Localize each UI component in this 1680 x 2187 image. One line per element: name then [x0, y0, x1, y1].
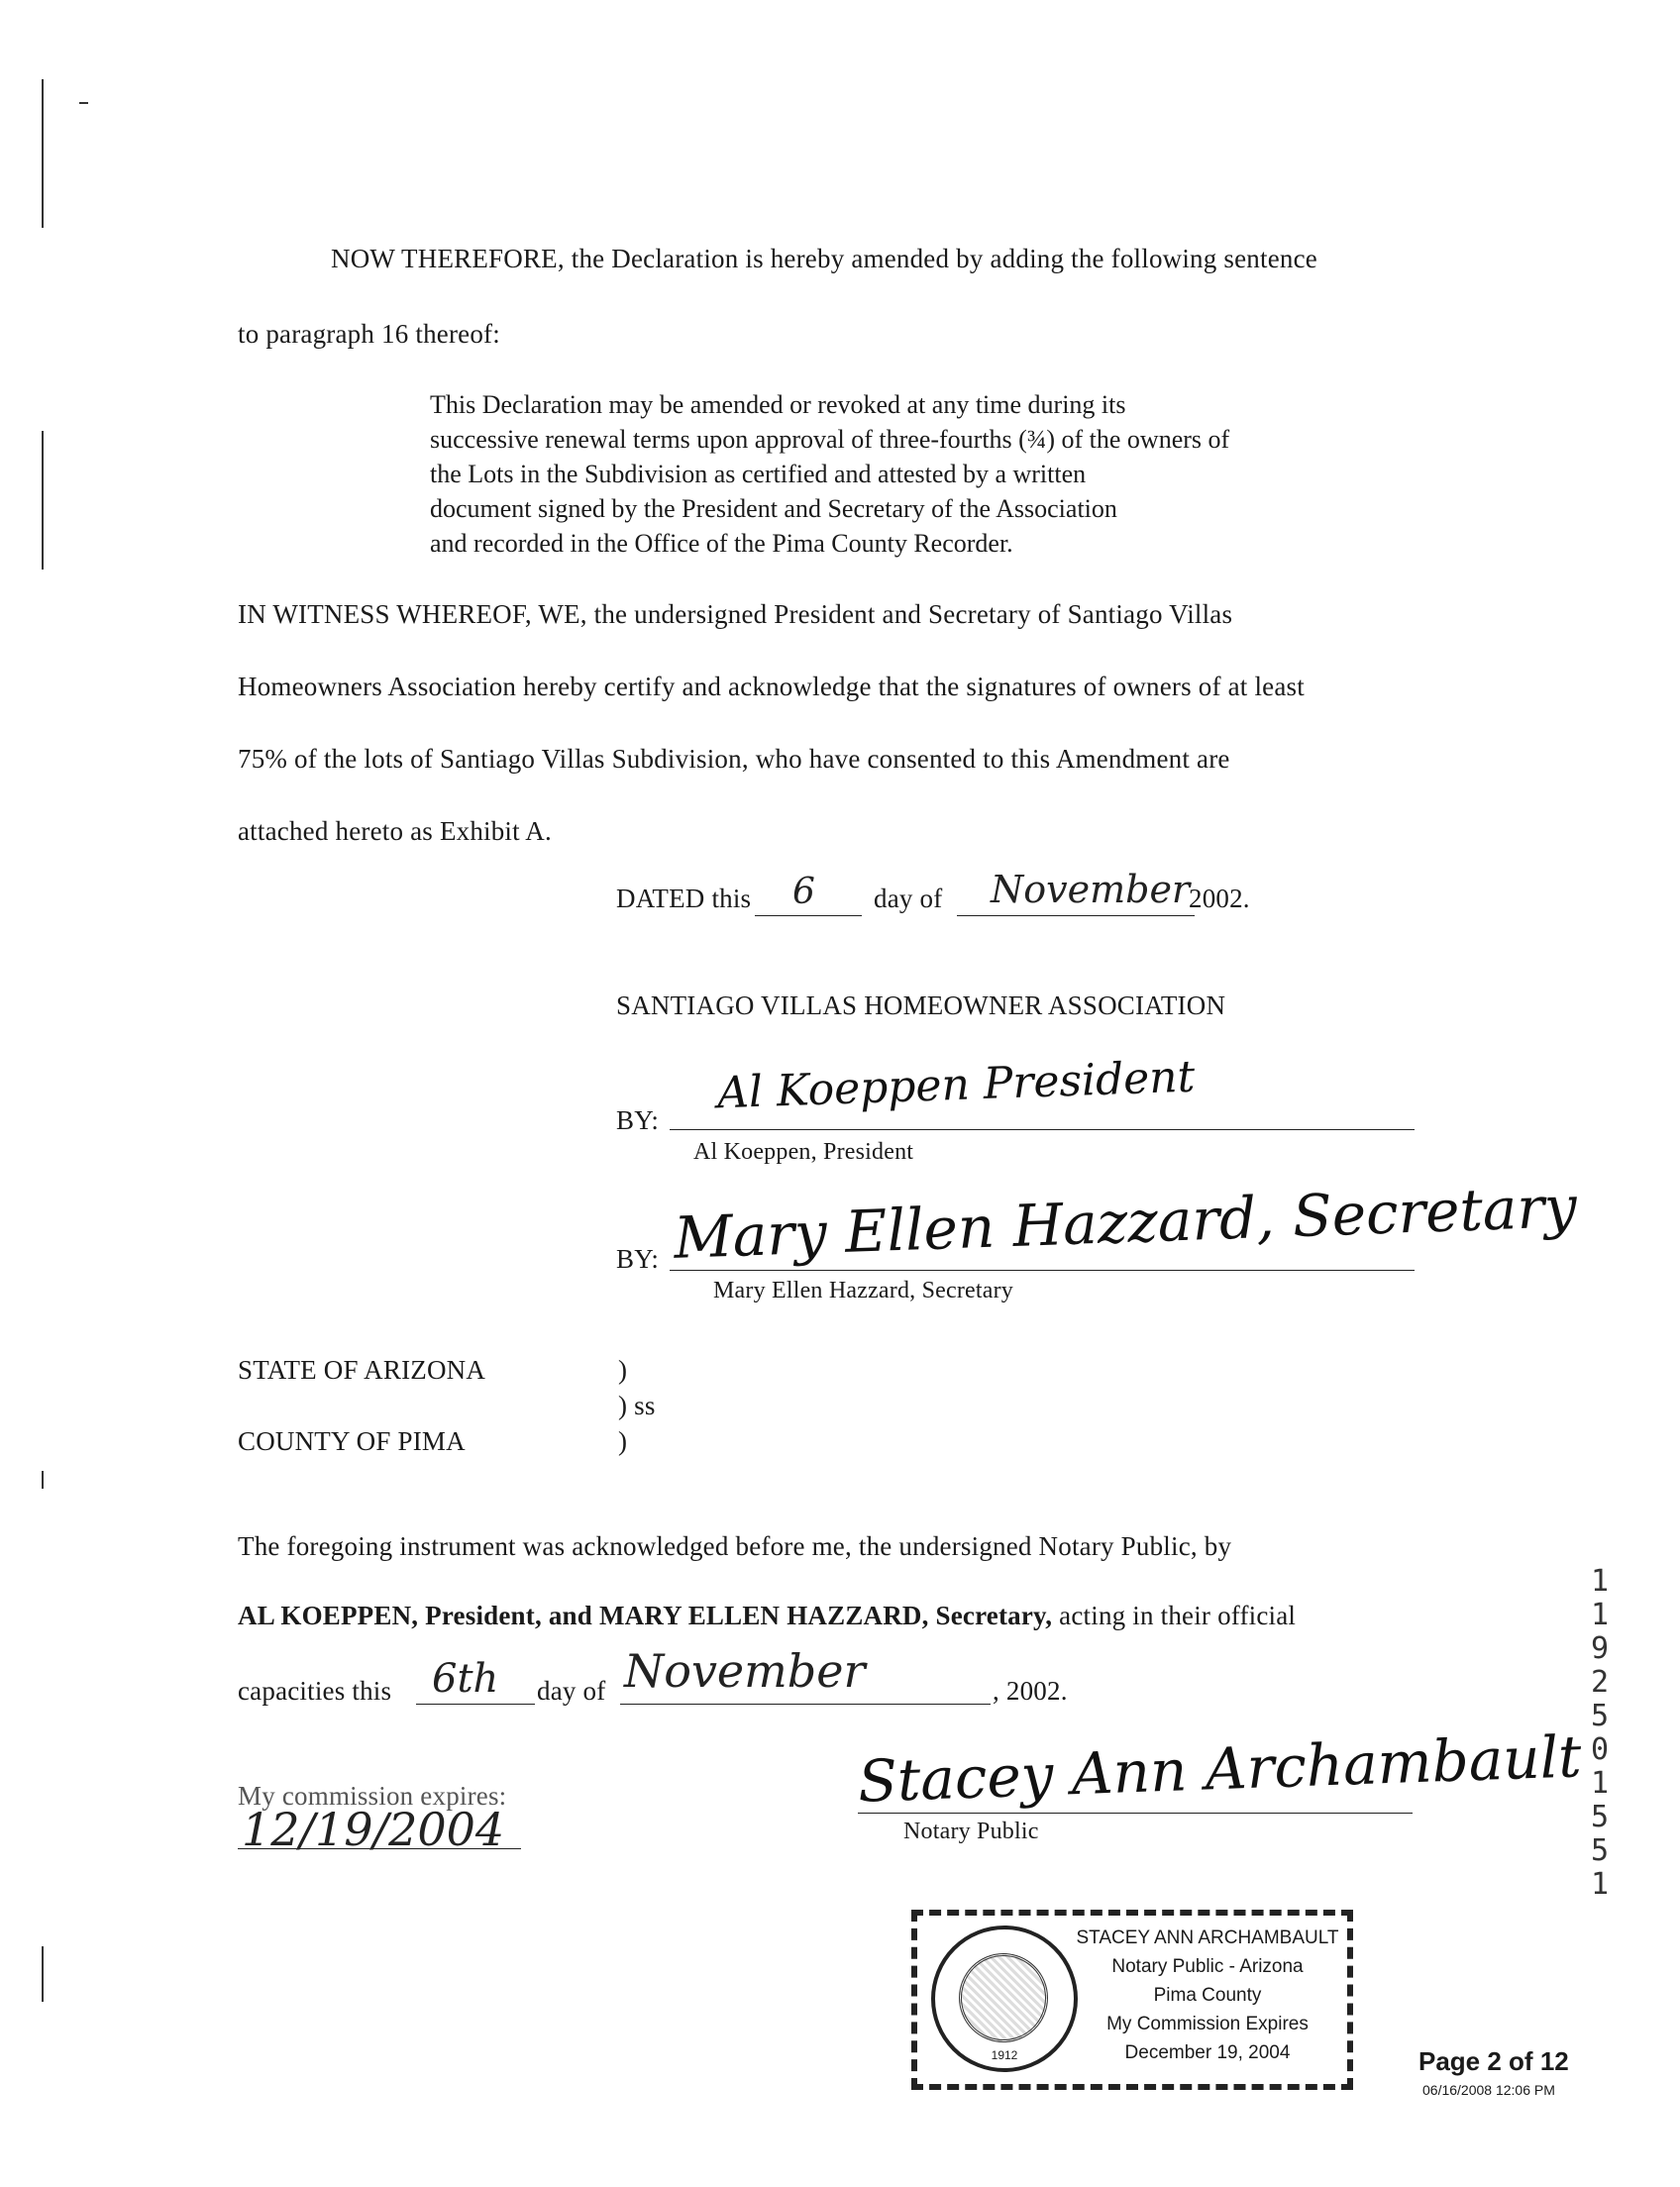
state-seal-emblem [931, 1926, 1078, 2072]
venue-paren-close: ) [618, 1426, 628, 1456]
seal-line: Pima County [1153, 1985, 1262, 2006]
dated-day-of: day of [874, 884, 943, 913]
commission-label: My commission expires: [238, 1781, 507, 1811]
side-recording-number: 1192501551 [1590, 1564, 1610, 1902]
seal-inner-ring [959, 1953, 1048, 2042]
seal-line: STACEY ANN ARCHAMBAULT [1076, 1927, 1339, 1948]
venue-state: STATE OF ARIZONA [238, 1355, 486, 1385]
dated-month-blank [957, 915, 1195, 916]
quote-line: the Lots in the Subdivision as certified and attested by a written [430, 460, 1087, 488]
acknowledgment-names: AL KOEPPEN, President, and MARY ELLEN HAZZARD, Secretary, [238, 1601, 1053, 1630]
capacities-year: , 2002. [993, 1676, 1068, 1706]
president-signature: Al Koeppen President [716, 1051, 1197, 1119]
seal-text [1076, 1924, 1339, 2067]
notary-signature: Stacey Ann Archambault [857, 1722, 1583, 1816]
capacities-month-handwritten: November [624, 1644, 866, 1698]
seal-line: Notary Public - Arizona [1111, 1956, 1304, 1977]
acknowledgment-line-2-rest: acting in their official [1059, 1601, 1297, 1630]
scan-mark [42, 79, 44, 228]
seal-year: 1912 [991, 2048, 1018, 2062]
amendment-quote [430, 387, 1229, 561]
acknowledgment-line-2 [238, 1601, 1296, 1631]
witness-line: Homeowners Association hereby certify and acknowledge that the signatures of owners of at least [238, 672, 1305, 701]
seal-line: December 19, 2004 [1124, 2042, 1291, 2063]
witness-line: IN WITNESS WHEREOF, WE, the undersigned President and Secretary of Santiago Villas [238, 599, 1233, 629]
quote-line: This Declaration may be amended or revoked at any time during its [430, 390, 1126, 419]
secretary-signature-line [670, 1270, 1415, 1271]
commission-date-line [238, 1848, 521, 1849]
notary-signature-line [858, 1813, 1413, 1814]
by-label: BY: [616, 1105, 660, 1135]
dated-year: 2002. [1189, 884, 1250, 913]
dated-prefix: DATED this [616, 884, 752, 913]
quote-line: document signed by the President and Secretary of the Association [430, 494, 1117, 523]
scan-mark [42, 431, 44, 570]
secretary-printed-name: Mary Ellen Hazzard, Secretary [713, 1278, 1013, 1303]
acknowledgment-line-1: The foregoing instrument was acknowledged before me, the undersigned Notary Public, by [238, 1531, 1232, 1561]
secretary-signature: Mary Ellen Hazzard, Secretary [673, 1173, 1578, 1272]
print-timestamp: 06/16/2008 12:06 PM [1422, 2082, 1555, 2098]
capacities-day-of: day of [537, 1676, 606, 1706]
venue-ss: ) ss [618, 1391, 656, 1420]
association-name: SANTIAGO VILLAS HOMEOWNER ASSOCIATION [616, 990, 1226, 1020]
dated-day-blank [755, 915, 862, 916]
witness-line: 75% of the lots of Santiago Villas Subdivision, who have consented to this Amendment are [238, 744, 1230, 774]
quote-line: successive renewal terms upon approval of three-fourths (¾) of the owners of [430, 425, 1230, 454]
intro-line-2: to paragraph 16 thereof: [238, 319, 500, 349]
commission-date: 12/19/2004 [242, 1803, 505, 1856]
scan-mark [42, 1471, 44, 1489]
dated-month-handwritten: November [991, 868, 1191, 911]
capacities-day-handwritten: 6th [432, 1656, 499, 1702]
seal-line: My Commission Expires [1106, 2014, 1309, 2034]
notary-seal [911, 1910, 1353, 2090]
intro-line-1: NOW THEREFORE, the Declaration is hereby amended by adding the following sentence [331, 244, 1317, 273]
president-printed-name: Al Koeppen, President [693, 1139, 914, 1165]
scan-mark [42, 1946, 44, 2002]
venue-county: COUNTY OF PIMA [238, 1426, 466, 1456]
page-number: Page 2 of 12 [1418, 2046, 1569, 2076]
witness-line: attached hereto as Exhibit A. [238, 816, 552, 846]
quote-line: and recorded in the Office of the Pima County Recorder. [430, 529, 1013, 558]
capacities-day-blank [416, 1704, 535, 1705]
president-signature-line [670, 1129, 1415, 1130]
dated-day-handwritten: 6 [792, 872, 815, 912]
scan-mark [79, 102, 88, 104]
by-label: BY: [616, 1244, 660, 1274]
capacities-prefix: capacities this [238, 1676, 392, 1706]
venue-paren-open: ) [618, 1355, 628, 1385]
capacities-month-blank [620, 1704, 991, 1705]
notary-title: Notary Public [903, 1819, 1039, 1844]
